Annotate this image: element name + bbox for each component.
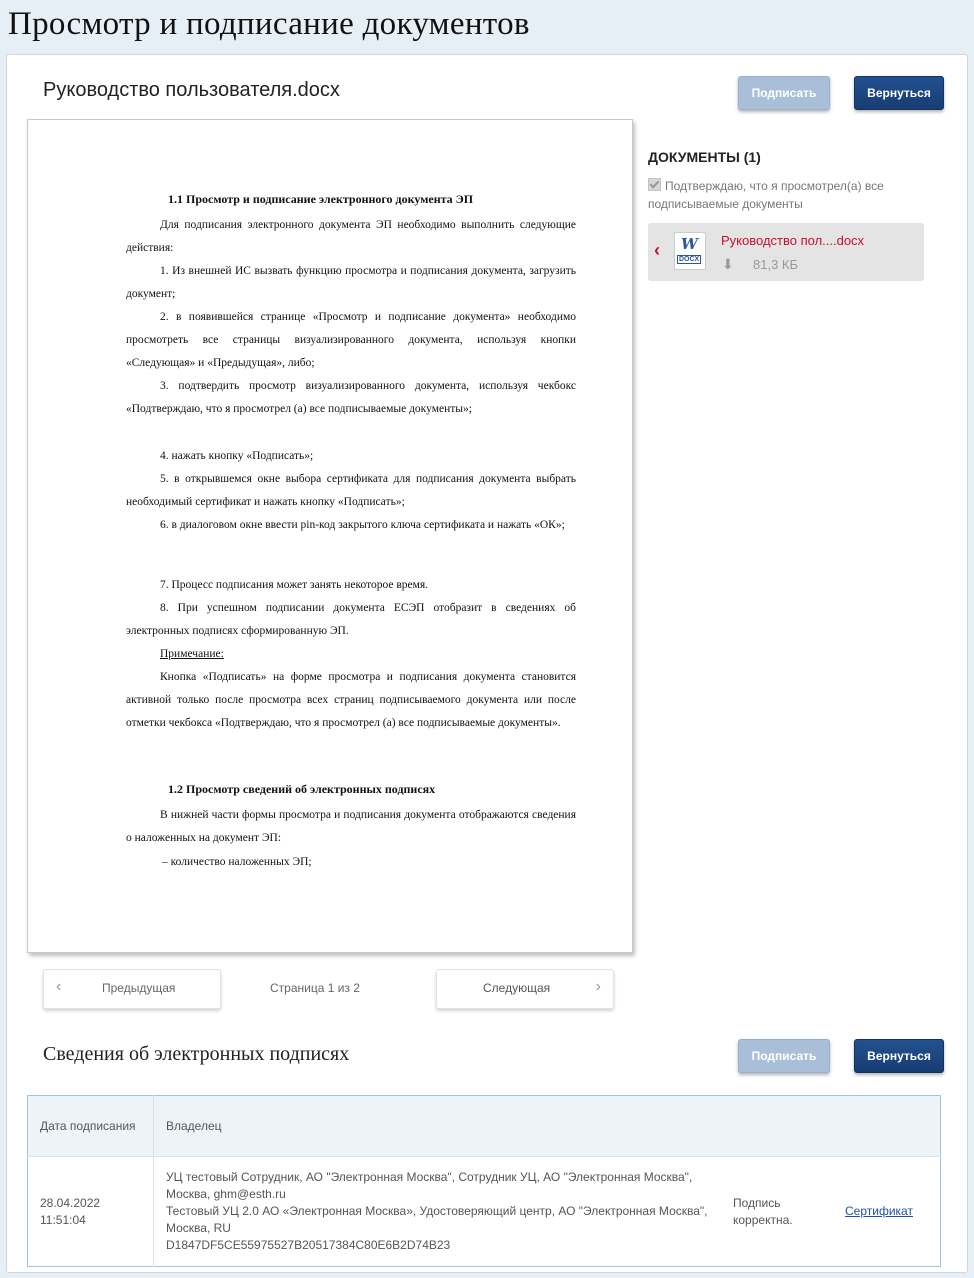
- preview-para-2: В нижней части формы просмотра и подписания документа отображаются сведения о наложенных на документ ЭП:: [126, 809, 576, 844]
- checkbox-checked-icon[interactable]: [648, 178, 661, 191]
- back-button[interactable]: Вернуться: [854, 76, 944, 110]
- next-page-button[interactable]: [436, 969, 614, 1009]
- document-title: Руководство пользователя.docx: [43, 79, 340, 101]
- signature-datetime: [28, 1157, 154, 1267]
- preview-intro: Для подписания электронного документа ЭП необходимо выполнить следующие действия:: [126, 219, 576, 254]
- owner-line-3: D1847DF5CE55975527B20517384C80E6B2D74B23: [166, 1238, 451, 1252]
- sign-button-bottom[interactable]: Подписать: [738, 1039, 830, 1073]
- signature-time: 11:51:04: [40, 1212, 86, 1227]
- table-row: [28, 1157, 941, 1267]
- chevron-right-icon: ›: [595, 978, 601, 995]
- download-icon[interactable]: ⬇: [722, 256, 734, 272]
- preview-step-2: 2. в появившейся странице «Просмотр и подписание документа» необходимо просмотреть все страницы визуализированного документа, используя кнопки «Следующая» и «Предыдущая», либо;: [126, 311, 576, 369]
- file-card[interactable]: [648, 223, 924, 281]
- owner-line-2: Тестовый УЦ 2.0 АО «Электронная Москва», Удостоверяющий центр, АО "Электронная Москва", Москва, RU: [166, 1204, 708, 1235]
- column-header-date: Дата подписания: [28, 1096, 154, 1157]
- document-preview[interactable]: [27, 119, 633, 953]
- main-panel: [6, 54, 968, 1273]
- next-page-label: Следующая: [483, 981, 551, 995]
- preview-heading-1: 1.1 Просмотр и подписание электронного документа ЭП: [168, 192, 474, 206]
- file-size: 81,3 КБ: [753, 257, 799, 272]
- preview-step-8: 8. При успешном подписании документа ЕСЭП отобразит в сведениях об электронных подписях сформированную ЭП.: [126, 602, 576, 637]
- signatures-title: Сведения об электронных подписях: [43, 1043, 350, 1065]
- confirm-viewed-label: Подтверждаю, что я просмотрел(а) все подписываемые документы: [648, 179, 884, 211]
- confirm-viewed-checkbox[interactable]: [648, 177, 918, 213]
- word-file-icon: W DOCX: [674, 232, 706, 270]
- preview-bullet: – количество наложенных ЭП;: [162, 856, 312, 868]
- signatures-table: [27, 1095, 941, 1267]
- signature-status: Подпись корректна.: [733, 1195, 793, 1227]
- sign-button[interactable]: Подписать: [738, 76, 830, 110]
- file-name-link[interactable]: Руководство пол....docx: [721, 233, 865, 248]
- preview-note-label: Примечание:: [160, 648, 224, 660]
- preview-step-1: 1. Из внешней ИС вызвать функцию просмотра и подписания документа, загрузить документ;: [126, 265, 576, 300]
- previous-page-label: Предыдущая: [102, 981, 176, 995]
- signature-date: 28.04.2022: [40, 1195, 101, 1210]
- previous-page-button[interactable]: [43, 969, 221, 1009]
- page-indicator: Страница 1 из 2: [270, 981, 360, 995]
- column-header-owner: Владелец: [154, 1096, 941, 1157]
- preview-step-3: 3. подтвердить просмотр визуализированного документа, используя чекбокс «Подтверждаю, что я просмотрел (а) все подписываемые документы»;: [126, 380, 576, 415]
- preview-step-5: 5. в открывшемся окне выбора сертификата для подписания документа выбрать необходимый сертификат и нажать кнопку «Подписать»;: [126, 473, 576, 508]
- table-header-row: [28, 1096, 941, 1157]
- documents-heading: ДОКУМЕНТЫ (1): [648, 149, 761, 165]
- preview-step-6: 6. в диалоговом окне ввести pin-код закрытого ключа сертификата и нажать «ОК»;: [160, 519, 565, 531]
- preview-step-4: 4. нажать кнопку «Подписать»;: [160, 450, 314, 462]
- chevron-left-icon: ‹: [56, 978, 62, 995]
- page-title: Просмотр и подписание документов: [8, 6, 530, 42]
- certificate-link[interactable]: Сертификат: [845, 1204, 913, 1218]
- back-button-bottom[interactable]: Вернуться: [854, 1039, 944, 1073]
- signature-owner: [154, 1157, 728, 1267]
- chevron-left-icon[interactable]: ‹: [654, 240, 660, 260]
- owner-line-1: УЦ тестовый Сотрудник, АО "Электронная Москва", Сотрудник УЦ, АО "Электронная Москва", Москва, ghm@esth.ru: [166, 1170, 693, 1201]
- preview-heading-2: 1.2 Просмотр сведений об электронных подписях: [168, 782, 436, 796]
- preview-step-7: 7. Процесс подписания может занять некоторое время.: [160, 579, 429, 591]
- preview-note: Кнопка «Подписать» на форме просмотра и подписания документа становится активной только после просмотра всех страниц подписываемого документа или после отметки чекбокса «Подтверждаю, что я просмотрел (а) все подписываемые документы».: [126, 671, 576, 729]
